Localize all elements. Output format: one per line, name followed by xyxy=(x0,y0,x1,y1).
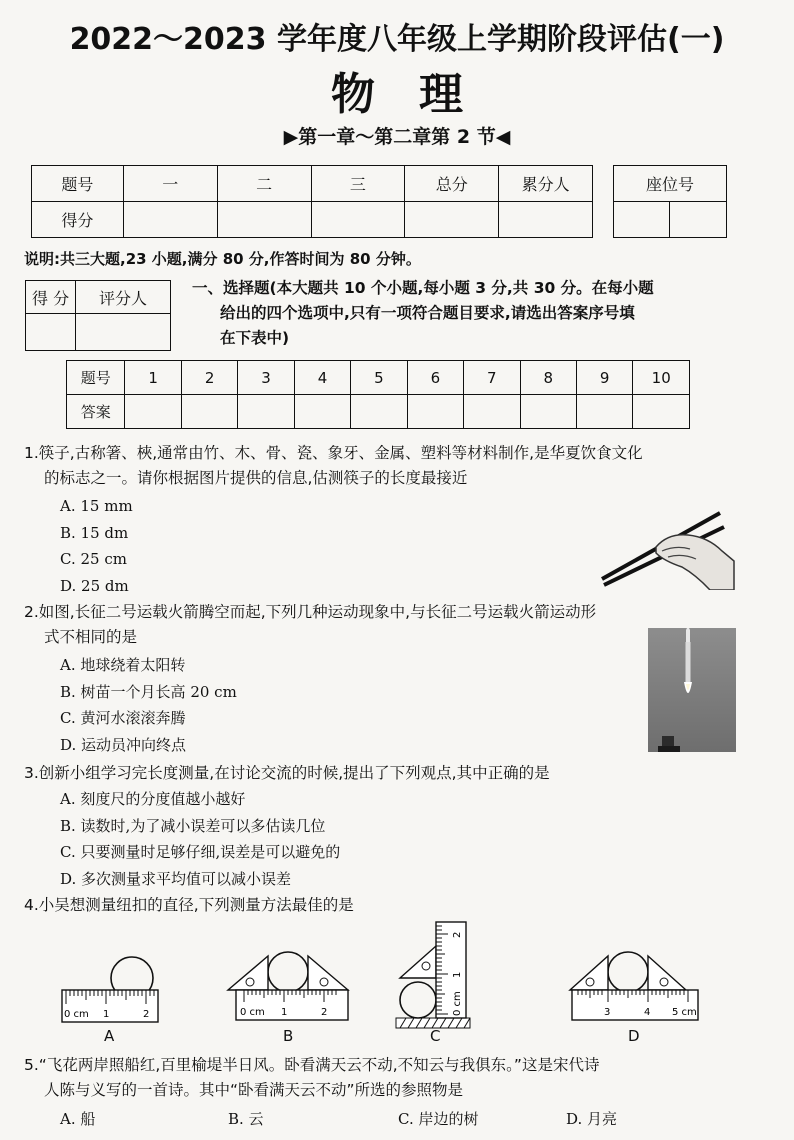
option[interactable]: D. 运动员冲向终点 xyxy=(60,735,187,754)
question-3-options xyxy=(60,786,340,892)
seat-cell[interactable] xyxy=(614,202,670,238)
question-1-options xyxy=(60,493,133,599)
score-col-3: 三 xyxy=(311,166,405,202)
question-5-option-d[interactable]: D. 月亮 xyxy=(566,1110,618,1128)
answer-table-header: 题号 xyxy=(67,361,125,395)
answer-cell[interactable] xyxy=(407,395,463,429)
figure-label-b[interactable]: B xyxy=(283,1027,294,1045)
rocket-launch-image xyxy=(648,628,736,752)
score-row-label: 得分 xyxy=(32,202,124,238)
ruler-c-label-0: 0 cm xyxy=(452,991,463,1016)
answer-table xyxy=(66,360,690,429)
question-5 xyxy=(24,1053,774,1103)
ruler-a-label-1: 1 xyxy=(103,1009,110,1020)
ruler-c-label-1: 1 xyxy=(452,971,463,978)
question-line: 2.如图,长征二号运载火箭腾空而起,下列几种运动现象中,与长征二号运载火箭运动形 xyxy=(24,603,597,621)
section-1-line: 一、选择题(本大题共 10 个小题,每小题 3 分,共 30 分。在每小题 xyxy=(192,279,654,297)
seat-table xyxy=(613,165,727,238)
score-cell[interactable] xyxy=(217,202,311,238)
ruler-figure-d xyxy=(568,946,702,1026)
answer-number: 9 xyxy=(576,361,632,395)
answer-number: 6 xyxy=(407,361,463,395)
answer-cell[interactable] xyxy=(633,395,690,429)
score-table xyxy=(31,165,593,238)
question-line: 3.创新小组学习完长度测量,在讨论交流的时候,提出了下列观点,其中正确的是 xyxy=(24,764,550,782)
answer-cell[interactable] xyxy=(238,395,294,429)
section-1-heading xyxy=(192,276,752,351)
grader-name-cell[interactable] xyxy=(76,314,171,351)
seat-label: 座位号 xyxy=(614,166,727,202)
score-table-header: 题号 xyxy=(32,166,124,202)
answer-number: 5 xyxy=(351,361,407,395)
score-col-total: 总分 xyxy=(405,166,499,202)
section-1-line: 给出的四个选项中,只有一项符合题目要求,请选出答案序号填 xyxy=(220,304,635,322)
answer-number: 3 xyxy=(238,361,294,395)
question-5-option-c[interactable]: C. 岸边的树 xyxy=(398,1110,479,1128)
question-4 xyxy=(24,893,774,918)
ruler-d-label-0: 3 xyxy=(604,1007,611,1018)
question-line: 5.“飞花两岸照船红,百里榆堤半日风。卧看满天云不动,不知云与我俱东。”这是宋代诗 xyxy=(24,1056,600,1074)
question-line: 1.筷子,古称箸、梜,通常由竹、木、骨、瓷、象牙、金属、塑料等材料制作,是华夏饮食文化 xyxy=(24,444,643,462)
option[interactable]: C. 25 cm xyxy=(60,550,127,568)
question-5-option-b[interactable]: B. 云 xyxy=(228,1110,264,1128)
figure-label-d[interactable]: D xyxy=(628,1027,640,1045)
answer-cell[interactable] xyxy=(294,395,350,429)
grader-score-label: 得 分 xyxy=(26,281,76,314)
ruler-a-label-0: 0 cm xyxy=(64,1009,89,1020)
ruler-b-label-0: 0 cm xyxy=(240,1007,265,1018)
answer-number: 1 xyxy=(125,361,181,395)
answer-number: 8 xyxy=(520,361,576,395)
answer-cell[interactable] xyxy=(520,395,576,429)
answer-number: 2 xyxy=(181,361,237,395)
option[interactable]: B. 读数时,为了减小误差可以多估读几位 xyxy=(60,816,326,835)
question-line: 4.小吴想测量纽扣的直径,下列测量方法最佳的是 xyxy=(24,896,354,914)
grader-name-label: 评分人 xyxy=(76,281,171,314)
ruler-b-label-2: 2 xyxy=(321,1007,328,1018)
grader-score-cell[interactable] xyxy=(26,314,76,351)
seat-cell[interactable] xyxy=(670,202,727,238)
option[interactable]: C. 只要测量时足够仔细,误差是可以避免的 xyxy=(60,843,341,861)
ruler-figure-a xyxy=(58,956,164,1026)
ruler-d-label-2: 5 cm xyxy=(672,1007,697,1018)
exam-instructions: 说明:共三大题,23 小题,满分 80 分,作答时间为 80 分钟。 xyxy=(24,250,421,268)
grader-box xyxy=(25,280,171,351)
answer-number: 7 xyxy=(464,361,520,395)
figure-label-c[interactable]: C xyxy=(430,1027,441,1045)
answer-row-label: 答案 xyxy=(67,395,125,429)
score-cell[interactable] xyxy=(123,202,217,238)
answer-number: 4 xyxy=(294,361,350,395)
option[interactable]: A. 15 mm xyxy=(60,497,133,515)
exam-title: 2022～2023 学年度八年级上学期阶段评估(一) xyxy=(69,22,725,57)
ruler-c-label-2: 2 xyxy=(452,931,463,938)
score-col-1: 一 xyxy=(123,166,217,202)
ruler-a-label-2: 2 xyxy=(143,1009,150,1020)
answer-cell[interactable] xyxy=(181,395,237,429)
question-line: 的标志之一。请你根据图片提供的信息,估测筷子的长度最接近 xyxy=(44,469,468,487)
answer-cell[interactable] xyxy=(464,395,520,429)
question-2-options xyxy=(60,652,237,758)
section-1-line: 在下表中) xyxy=(220,329,290,347)
ruler-b-label-1: 1 xyxy=(281,1007,288,1018)
question-5-option-a[interactable]: A. 船 xyxy=(60,1110,96,1128)
option[interactable]: A. 地球绕着太阳转 xyxy=(60,656,186,674)
answer-cell[interactable] xyxy=(351,395,407,429)
answer-cell[interactable] xyxy=(125,395,181,429)
ruler-figure-b xyxy=(226,946,352,1026)
answer-number: 10 xyxy=(633,361,690,395)
option[interactable]: A. 刻度尺的分度值越小越好 xyxy=(60,790,246,808)
option[interactable]: D. 25 dm xyxy=(60,576,129,595)
chapter-range: ▶第一章～第二章第 2 节◀ xyxy=(283,126,511,148)
score-cell[interactable] xyxy=(405,202,499,238)
option[interactable]: D. 多次测量求平均值可以减小误差 xyxy=(60,869,292,888)
option[interactable]: B. 树苗一个月长高 20 cm xyxy=(60,682,237,701)
ruler-figure-c xyxy=(394,918,474,1030)
figure-label-a[interactable]: A xyxy=(104,1027,115,1045)
option[interactable]: B. 15 dm xyxy=(60,523,129,542)
score-cell[interactable] xyxy=(499,202,593,238)
score-col-2: 二 xyxy=(217,166,311,202)
score-col-accumulator: 累分人 xyxy=(499,166,593,202)
option[interactable]: C. 黄河水滚滚奔腾 xyxy=(60,709,186,727)
question-line: 式不相同的是 xyxy=(44,628,138,646)
question-1 xyxy=(24,441,774,491)
question-3 xyxy=(24,761,774,786)
question-line: 人陈与义写的一首诗。其中“卧看满天云不动”所选的参照物是 xyxy=(44,1081,464,1099)
subject-title: 物 理 xyxy=(331,69,463,120)
score-cell[interactable] xyxy=(311,202,405,238)
answer-cell[interactable] xyxy=(576,395,632,429)
ruler-d-label-1: 4 xyxy=(644,1007,651,1018)
chopsticks-hand-image xyxy=(598,505,738,590)
